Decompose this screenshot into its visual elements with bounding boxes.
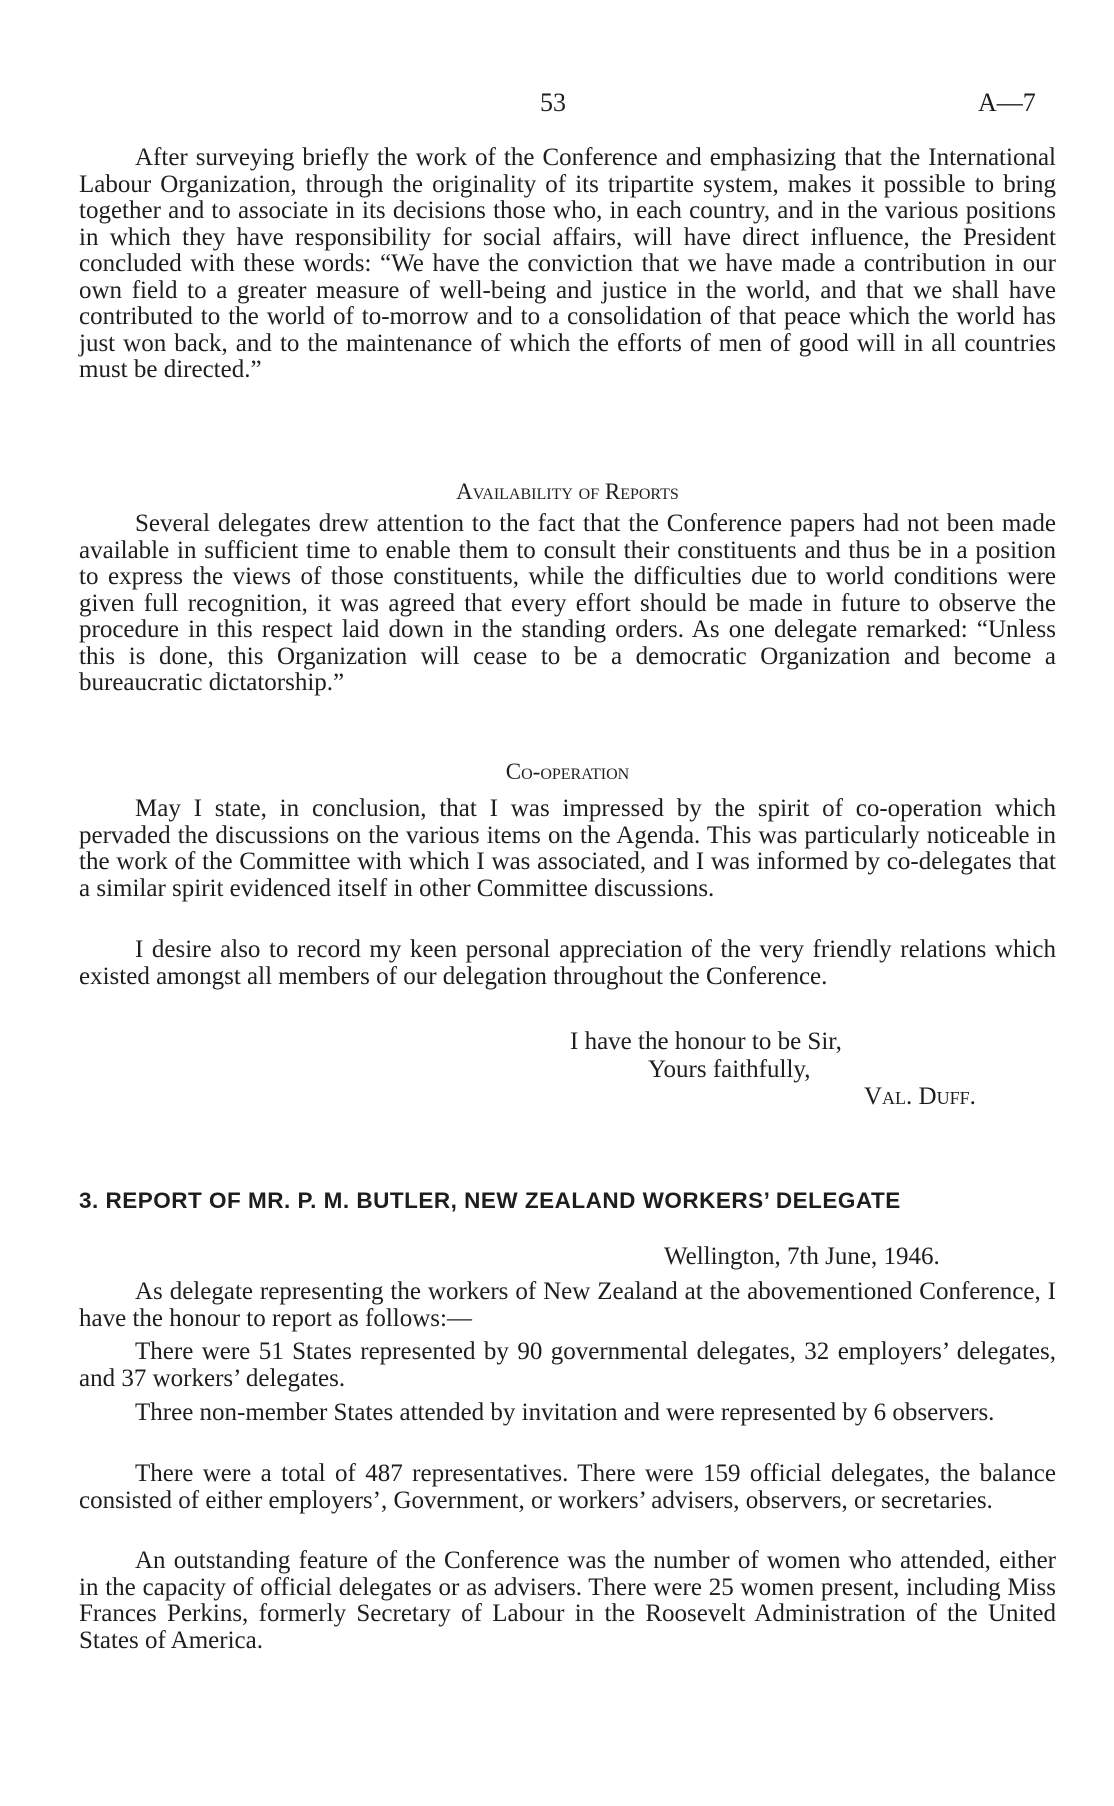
section-heading-co-operation: Co-operation bbox=[505, 759, 630, 784]
closing-faithfully: Yours faithfully, bbox=[648, 1056, 811, 1083]
paragraph-women-attendance: An outstanding feature of the Conference was the number of women who attended, either in the capacity of official delegates or as advisers. There were 25 women present, including Miss Frances Perkins, formerly Secretary of Labour in the Roosevelt Administration of the United States of America. bbox=[79, 1547, 1056, 1654]
section-heading-availability-of-reports: Availability of Reports bbox=[456, 479, 679, 504]
paragraph-states-represented: There were 51 States represented by 90 governmental delegates, 32 employers’ delegates, and 37 workers’ delegates. bbox=[79, 1338, 1056, 1392]
paragraph-delegate-intro: As delegate representing the workers of New Zealand at the abovementioned Conference, I have the honour to report as follows:— bbox=[79, 1278, 1056, 1332]
paragraph-president-conclusion: After surveying briefly the work of the Conference and emphasizing that the International Labour Organization, through the originality of its tripartite system, makes it possible to bring together and to associate in its decisions those who, in each country, and in the various positions in which they have responsibility for social affairs, will have direct influence, the President concluded with these words: “We have the conviction that we have made a contribution in our own field to a greater measure of well-being and justice in the world, and that we shall have contributed to the world of to-morrow and to a consolidation of that peace which the world has just won back, and to the maintenance of which the efforts of men of good will in all countries must be directed.” bbox=[79, 144, 1056, 383]
paragraph-total-representatives: There were a total of 487 representatives. There were 159 official delegates, the balance consisted of either employers’, Government, or workers’ advisers, observers, or secretaries. bbox=[79, 1460, 1056, 1514]
paragraph-non-member-states: Three non-member States attended by invitation and were represented by 6 observers. bbox=[135, 1399, 995, 1426]
page-number: 53 bbox=[540, 88, 566, 117]
paragraph-co-operation-spirit: May I state, in conclusion, that I was impressed by the spirit of co-operation which pervaded the discussions on the various items on the Agenda. This was particularly noticeable in the work of the Committee with which I was associated, and I was informed by co-delegates that a similar spirit evidenced itself in other Committee discussions. bbox=[79, 795, 1056, 902]
report-heading-butler: 3. REPORT OF MR. P. M. BUTLER, NEW ZEALAND WORKERS’ DELEGATE bbox=[79, 1188, 901, 1213]
page-header bbox=[0, 88, 1114, 118]
series-reference: A—7 bbox=[978, 88, 1036, 117]
closing-line: I have the honour to be Sir, bbox=[570, 1028, 842, 1055]
dateline: Wellington, 7th June, 1946. bbox=[664, 1243, 940, 1270]
paragraph-availability-of-reports: Several delegates drew attention to the fact that the Conference papers had not been made available in sufficient time to enable them to consult their constituents and thus be in a position to express the views of those constituents, while the difficulties due to world conditions were given full recognition, it was agreed that every effort should be made in future to observe the procedure in this respect laid down in the standing orders. As one delegate remarked: “Unless this is done, this Organization will cease to be a democratic Organization and become a bureaucratic dictatorship.” bbox=[79, 510, 1056, 696]
signature-val-duff: Val. Duff. bbox=[864, 1083, 976, 1110]
paragraph-personal-appreciation: I desire also to record my keen personal appreciation of the very friendly relations which existed amongst all members of our delegation throughout the Conference. bbox=[79, 936, 1056, 990]
